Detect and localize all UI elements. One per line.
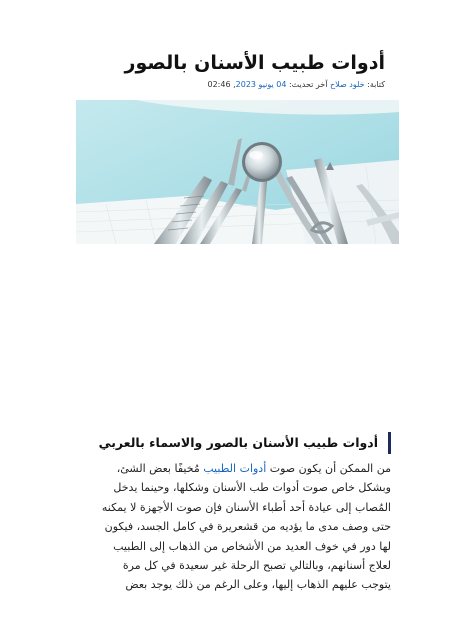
article-body (79, 459, 391, 595)
update-time: , 02:46 (207, 80, 236, 89)
section-heading: أدوات طبيب الأسنان بالصور والاسماء بالعربي (99, 432, 391, 454)
page-title: أدوات طبيب الأسنان بالصور (124, 52, 385, 74)
update-date: 04 يونيو 2023 (235, 80, 287, 89)
body-line: المُصاب إلى عيادة أحد أطباء الأسنان فإن صوت الأجهزة لا يمكنه (101, 500, 391, 514)
doctor-tools-link[interactable]: أدوات الطبيب (203, 462, 267, 475)
dental-instruments-photo (76, 100, 399, 244)
body-text-continue: مُخيفًا بعض الشئ، (116, 462, 204, 475)
body-line: حتى وصف مدى ما يؤديه من قشعريرة في كامل الجسد، فيكون (104, 520, 391, 534)
body-line (79, 459, 391, 478)
author-prefix: كتابة: (367, 80, 385, 89)
body-line: لها دور في خوف العديد من الأشخاص من الذهاب إلى الطبيب (113, 539, 391, 553)
article (76, 0, 399, 632)
body-line: لعلاج أسنانهم، وبالتالي تصبح الرحلة غير سعيدة في كل مرة (122, 559, 391, 573)
body-text-start: من الممكن أن يكون صوت (266, 462, 391, 475)
body-line: يتوجب عليهم الذهاب إليها، وعلى الرغم من ذلك يوجد بعض (125, 578, 391, 592)
article-meta (208, 79, 386, 91)
updated-prefix: آخر تحديث: (288, 80, 328, 89)
author-link[interactable]: خلود صلاح (330, 80, 365, 89)
hero-image (76, 100, 399, 244)
body-line: وبشكل خاص صوت أدوات طب الأسنان وشكلها، وحينما يدخل (113, 481, 391, 495)
